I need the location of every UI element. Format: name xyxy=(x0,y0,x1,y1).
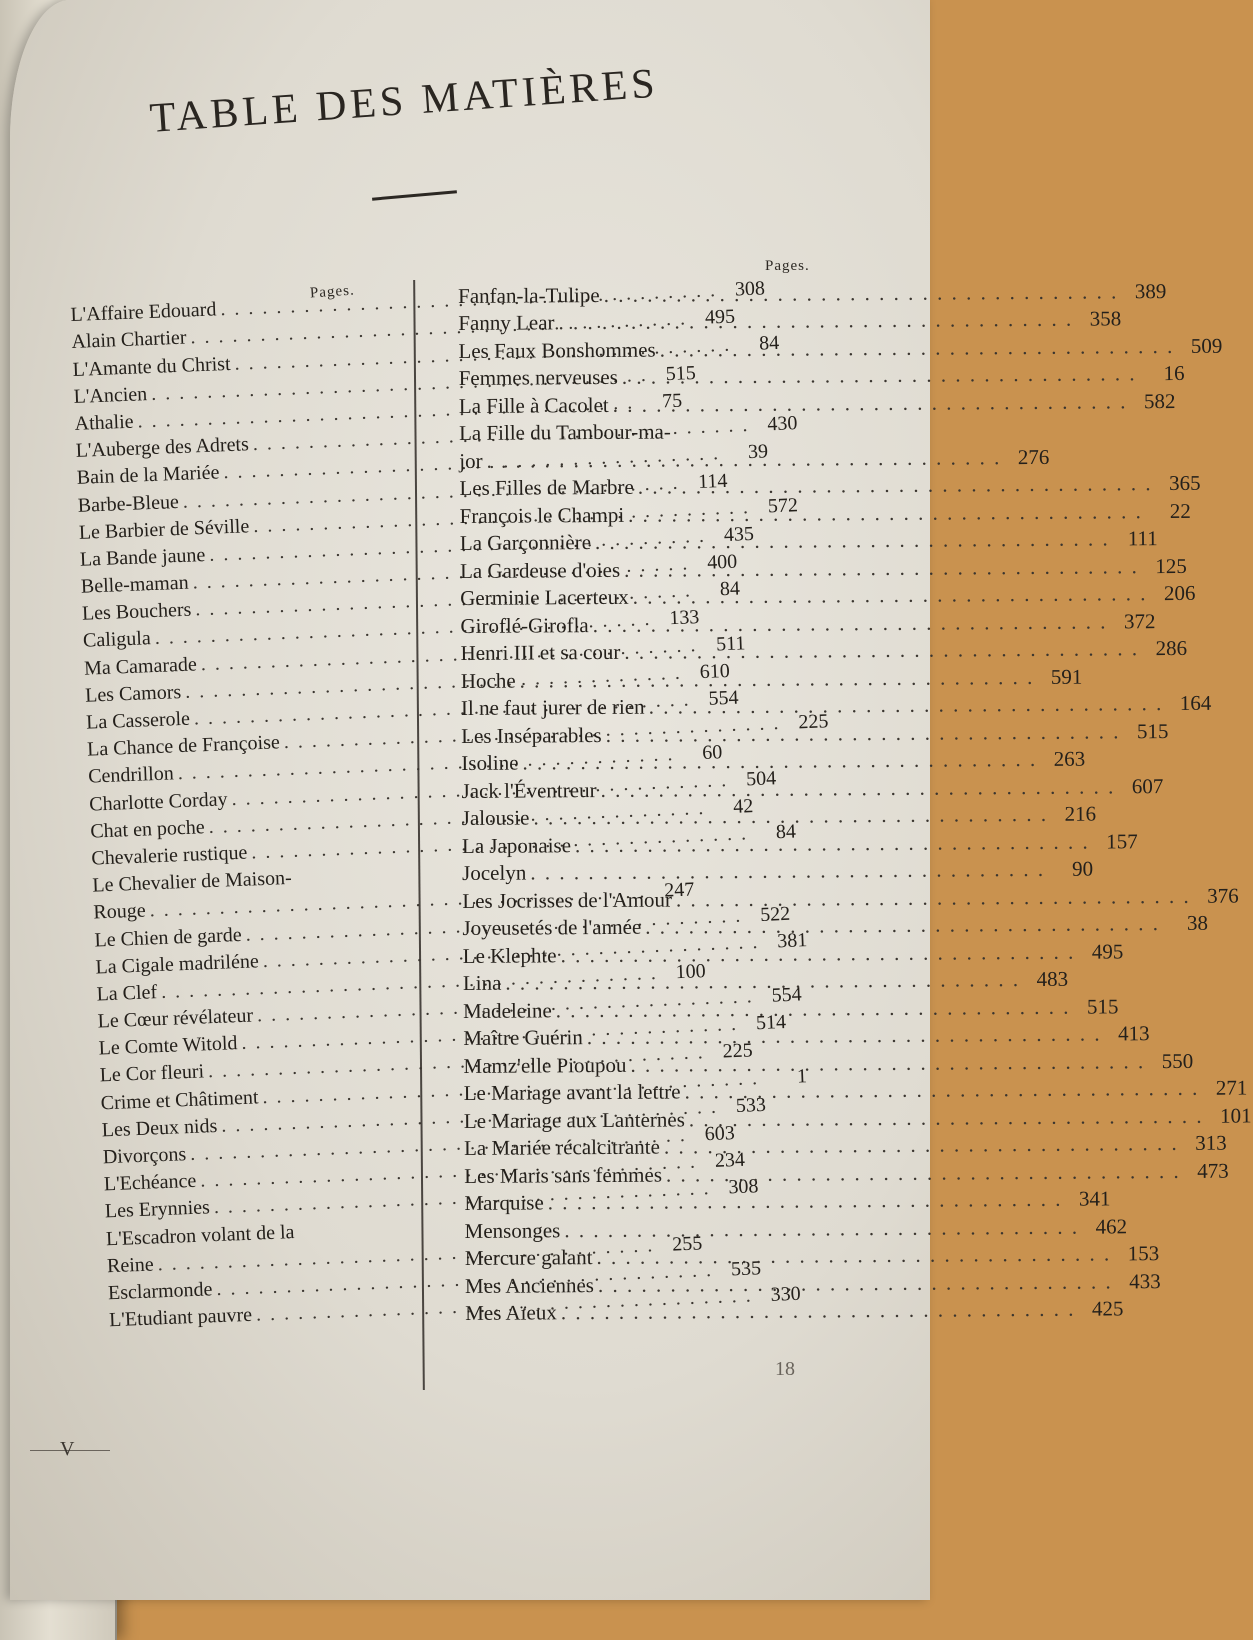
dot-leader xyxy=(505,966,1020,997)
toc-entry-title: Femmes nerveuses xyxy=(459,364,618,392)
toc-entry xyxy=(461,774,846,804)
toc-entry-page: 430 xyxy=(753,410,798,439)
toc-entry-page: 389 xyxy=(1122,278,1166,305)
dot-leader xyxy=(600,773,1115,804)
toc-entry-title: Bain de la Mariée xyxy=(76,460,220,492)
toc-entry-page: 433 xyxy=(1117,1268,1161,1295)
toc-entry-title: Les Maris sans femmes xyxy=(464,1161,662,1189)
dot-leader xyxy=(596,1240,1111,1271)
toc-entry-page: 515 xyxy=(1124,718,1168,745)
toc-entry-title: Le Mariage avant la lettre xyxy=(464,1078,681,1107)
toc-entry-title: Divorçons xyxy=(102,1141,186,1171)
dot-leader xyxy=(638,470,1153,501)
left-column xyxy=(70,289,439,1334)
dot-leader xyxy=(556,993,1071,1024)
toc-entry xyxy=(460,582,845,612)
toc-entry-title: Les Camors xyxy=(85,679,182,710)
toc-entry-page: 495 xyxy=(691,304,736,333)
toc-entry xyxy=(464,1187,849,1217)
toc-entry-title: Les Filles de Marbre xyxy=(459,474,634,502)
toc-entry-title: L'Auberge des Adrets xyxy=(75,431,249,465)
toc-entry xyxy=(465,1242,850,1272)
dot-leader xyxy=(561,1296,1076,1327)
toc-entry-title: Rouge xyxy=(93,898,146,927)
toc-entry-page: 365 xyxy=(1156,470,1200,497)
toc-entry-title: Mercure galant xyxy=(465,1244,593,1272)
toc-entry xyxy=(459,389,844,419)
toc-entry xyxy=(463,994,848,1024)
toc-entry xyxy=(460,554,845,584)
dot-leader xyxy=(666,1157,1181,1188)
toc-entry-title: Crime et Châtiment xyxy=(100,1084,259,1117)
toc-entry-page: 60 xyxy=(678,740,723,769)
toc-entry xyxy=(459,362,844,392)
toc-entry-page: 522 xyxy=(746,900,791,929)
toc-entry-title: La Fille à Cacolet xyxy=(459,391,609,419)
toc-entry-title: Le Klephte xyxy=(463,942,557,970)
toc-entry xyxy=(463,939,848,969)
toc-entry-page: 308 xyxy=(720,276,765,305)
toc-entry xyxy=(464,1159,849,1189)
toc-entry xyxy=(464,1104,849,1134)
toc-entry-page: 308 xyxy=(714,1174,759,1203)
toc-entry-title: La Bande jaune xyxy=(79,542,205,574)
toc-entry-title: Jocelyn xyxy=(462,860,526,887)
toc-entry-page: 535 xyxy=(717,1255,762,1284)
page-number: 18 xyxy=(775,1358,795,1381)
toc-entry-title: L'Amante du Christ xyxy=(72,350,231,383)
toc-entry-title: François le Champi xyxy=(460,501,625,529)
toc-entry-title: La Clef xyxy=(96,979,158,1008)
toc-entry-title: Germinie Lacerteux xyxy=(460,584,629,612)
left-pages-label: Pages. xyxy=(309,282,355,302)
toc-entry-title: Cendrillon xyxy=(88,761,175,791)
toc-entry-page: 462 xyxy=(1083,1213,1127,1240)
toc-entry-page: 425 xyxy=(1079,1295,1123,1322)
toc-entry-title: Reine xyxy=(107,1251,155,1280)
toc-entry-page: 341 xyxy=(1066,1185,1110,1212)
toc-entry-title: Mes Aïeux xyxy=(465,1299,557,1327)
toc-entry-title: Charlotte Corday xyxy=(89,786,228,818)
dot-leader xyxy=(606,718,1121,749)
dot-leader xyxy=(598,1268,1113,1299)
toc-entry xyxy=(458,307,843,337)
toc-entry xyxy=(458,279,843,309)
toc-entry-title: Chat en poche xyxy=(90,814,205,845)
toc-entry-page: 603 xyxy=(690,1120,735,1149)
toc-entry-title: Les Jocrisses de l'Amour xyxy=(462,886,672,914)
toc-entry-title: Madeleine xyxy=(463,997,552,1025)
toc-entry-page: 400 xyxy=(693,549,738,578)
toc-entry xyxy=(459,444,844,474)
toc-entry-title: Barbe-Bleue xyxy=(77,488,179,519)
dot-leader xyxy=(486,444,1001,475)
right-pages-label: Pages. xyxy=(765,258,810,275)
dot-leader xyxy=(593,608,1108,639)
toc-entry-title: Giroflé-Girofla xyxy=(460,612,588,640)
toc-entry-page: 572 xyxy=(753,492,798,521)
toc-entry-page: 515 xyxy=(1074,993,1118,1020)
toc-entry-title: Henri III et sa cour xyxy=(460,639,620,667)
toc-entry-page: 263 xyxy=(1041,746,1085,773)
toc-entry-title: Le Cœur révélateur xyxy=(97,1003,253,1036)
toc-entry xyxy=(462,857,847,887)
dot-leader xyxy=(587,1021,1102,1052)
toc-entry-title: Mensonges xyxy=(465,1217,561,1245)
toc-entry-title: Chevalerie rustique xyxy=(91,840,248,873)
toc-entry-title: Hoche xyxy=(461,667,516,694)
toc-entry xyxy=(461,664,846,694)
dot-leader xyxy=(630,1048,1145,1079)
toc-entry-title: L'Etudiant pauvre xyxy=(109,1302,253,1334)
toc-entry-title: Les Deux nids xyxy=(101,1113,217,1144)
toc-entry-title: Les Faux Bonshommes xyxy=(458,336,655,364)
toc-entry-page: 90 xyxy=(1049,856,1093,883)
toc-entry-page: 330 xyxy=(756,1281,801,1310)
toc-entry-page: 554 xyxy=(757,981,802,1010)
toc-entry-page: 153 xyxy=(1115,1240,1159,1267)
toc-entry-title: Le Chien de garde xyxy=(94,921,242,954)
toc-entry-page: 376 xyxy=(1195,882,1239,909)
toc-entry-page: 38 xyxy=(1164,910,1208,937)
toc-entry-page: 495 xyxy=(1079,938,1123,965)
dot-leader xyxy=(649,690,1164,721)
toc-entry xyxy=(464,1132,849,1162)
toc-entry xyxy=(462,912,847,942)
toc-entry xyxy=(461,692,846,722)
toc-entry-page: 84 xyxy=(751,818,796,847)
toc-entry-page: 157 xyxy=(1094,828,1138,855)
dot-leader xyxy=(624,553,1139,584)
toc-entry-title: Alain Chartier xyxy=(71,325,187,356)
toc-entry-page: 225 xyxy=(708,1038,753,1067)
toc-entry-title: Il ne faut jurer de rien xyxy=(461,694,645,722)
toc-entry-title: Fanfan-la-Tulipe xyxy=(458,282,600,310)
toc-entry-page: 591 xyxy=(1038,663,1082,690)
toc-entry-page: 101 xyxy=(1207,1102,1251,1129)
toc-entry-page: 607 xyxy=(1119,773,1163,800)
toc-entry-page: 39 xyxy=(724,439,769,468)
dot-leader xyxy=(595,525,1110,556)
dot-leader xyxy=(684,1075,1199,1106)
toc-entry-page: 313 xyxy=(1183,1130,1227,1157)
toc-entry-title: Le Comte Witold xyxy=(98,1030,238,1062)
dot-leader xyxy=(558,306,1073,337)
toc-entry-page: 533 xyxy=(721,1092,766,1121)
toc-entry xyxy=(460,499,845,529)
toc-entry xyxy=(465,1214,850,1244)
toc-entry xyxy=(462,802,847,832)
toc-entry-page: 206 xyxy=(1151,580,1195,607)
toc-entry-title: Caligula xyxy=(83,626,152,656)
toc-entry-title: Jack l'Éventreur xyxy=(461,777,596,805)
toc-entry-page: 550 xyxy=(1149,1047,1193,1074)
toc-entry-page: 372 xyxy=(1111,608,1155,635)
toc-entry-page: 413 xyxy=(1105,1020,1149,1047)
toc-entry xyxy=(465,1269,850,1299)
toc-entry-title: Le Mariage aux Lanternes xyxy=(464,1106,685,1135)
toc-entry xyxy=(463,967,848,997)
dot-leader xyxy=(660,333,1175,364)
toc-entry-title: La Garçonnière xyxy=(460,529,591,557)
toc-entry-title: L'Affaire Edouard xyxy=(70,297,217,330)
toc-entry-title: L'Escadron volant de la xyxy=(105,1219,294,1253)
toc-entry-page: 1 xyxy=(763,1063,808,1092)
toc-entry xyxy=(459,417,844,447)
toc-entry xyxy=(461,747,846,777)
dot-leader xyxy=(622,360,1137,391)
right-column xyxy=(458,279,850,1327)
toc-entry-title: Les Bouchers xyxy=(81,597,191,628)
toc-entry-page: 75 xyxy=(638,388,683,417)
toc-entry-page: 22 xyxy=(1147,497,1191,524)
toc-entry-page: 511 xyxy=(701,630,746,659)
toc-entry xyxy=(460,609,845,639)
toc-entry-page: 133 xyxy=(655,605,700,634)
toc-entry-page: 164 xyxy=(1167,690,1211,717)
toc-entry-page: 610 xyxy=(685,658,730,687)
toc-entry-title: L'Ancien xyxy=(73,381,148,411)
toc-entry-page: 381 xyxy=(763,927,808,956)
toc-entry-title: Marquise xyxy=(464,1189,544,1217)
toc-entry-title: Jalousie xyxy=(462,805,530,832)
toc-entry-title: Le Chevalier de Maison- xyxy=(92,865,292,900)
toc-entry-title: Fanny Lear xyxy=(458,309,554,337)
toc-entry-page: 84 xyxy=(735,329,780,358)
toc-entry xyxy=(465,1297,850,1327)
dot-leader xyxy=(548,1186,1063,1217)
toc-entry-page: 473 xyxy=(1185,1157,1229,1184)
toc-entry-title: jor xyxy=(459,447,483,474)
toc-entry-page: 435 xyxy=(709,521,754,550)
toc-entry-title: Les Inséparables xyxy=(461,722,602,750)
toc-entry-title: Athalie xyxy=(74,409,134,438)
footer-mark: V xyxy=(60,1438,74,1461)
toc-entry xyxy=(458,334,843,364)
toc-entry-page: 111 xyxy=(1114,525,1158,552)
toc-entry-title: Maître Guérin xyxy=(463,1024,583,1052)
toc-entry-title: Lina xyxy=(463,970,502,997)
dot-leader xyxy=(689,1102,1204,1133)
dot-leader xyxy=(530,856,1045,887)
toc-entry xyxy=(463,1022,848,1052)
toc-entry-title: Isoline xyxy=(461,750,518,777)
toc-entry-title: La Japonaise xyxy=(462,832,571,860)
dot-leader xyxy=(633,580,1148,611)
toc-entry xyxy=(463,1049,848,1079)
toc-entry xyxy=(460,637,845,667)
toc-entry xyxy=(464,1077,849,1107)
toc-entry-page: 554 xyxy=(694,685,739,714)
dot-leader xyxy=(522,746,1037,777)
toc-entry-page: 234 xyxy=(700,1147,745,1176)
toc-entry-page: 255 xyxy=(658,1230,703,1259)
toc-entry-title: La Casserole xyxy=(86,706,191,737)
toc-entry-title: Le Cor fleuri xyxy=(99,1059,204,1090)
dot-leader xyxy=(645,910,1160,941)
toc-entry xyxy=(462,829,847,859)
toc-entry xyxy=(461,719,846,749)
dot-leader xyxy=(676,882,1191,913)
toc-entry-page: 42 xyxy=(709,793,754,822)
toc-entry-title: L'Echéance xyxy=(103,1168,196,1199)
toc-entry-title: Les Erynnies xyxy=(104,1195,210,1226)
toc-entry-page: 358 xyxy=(1077,305,1121,332)
dot-leader xyxy=(624,635,1139,666)
toc-entry-page: 483 xyxy=(1024,966,1068,993)
toc-entry-page: 114 xyxy=(683,467,728,496)
dot-leader xyxy=(604,278,1119,309)
dot-leader xyxy=(533,801,1048,832)
toc-entry xyxy=(462,884,847,914)
dot-leader xyxy=(560,938,1075,969)
toc-entry-page: 271 xyxy=(1203,1075,1247,1102)
dot-leader xyxy=(575,828,1090,859)
toc-entry-title: Mes Anciennes xyxy=(465,1272,594,1300)
toc-entry-page: 216 xyxy=(1052,801,1096,828)
dot-leader xyxy=(520,663,1035,694)
toc-entry-title: La Cigale madriléne xyxy=(95,948,259,981)
toc-entry-title: Le Barbier de Séville xyxy=(78,513,249,547)
toc-entry-page: 582 xyxy=(1131,387,1175,414)
dot-leader xyxy=(664,1130,1179,1161)
toc-entry xyxy=(459,472,844,502)
toc-entry-title: Esclarmonde xyxy=(108,1276,213,1307)
toc-entry-title: Mamz'elle Pioupou xyxy=(463,1051,626,1079)
toc-entry-page: 504 xyxy=(732,765,777,794)
toc-entry xyxy=(460,527,845,557)
dot-leader xyxy=(628,498,1143,529)
toc-entry-page: 16 xyxy=(1141,360,1185,387)
toc-entry-page: 509 xyxy=(1178,332,1222,359)
toc-entry-page: 84 xyxy=(695,576,740,605)
toc-entry-page: 125 xyxy=(1143,552,1187,579)
toc-entry-title: La Mariée récalcitrante xyxy=(464,1134,660,1162)
dot-leader xyxy=(613,388,1128,419)
toc-entry-page: 225 xyxy=(784,708,829,737)
toc-entry-title: Joyeusetés de l'année xyxy=(462,914,641,942)
toc-entry-page: 515 xyxy=(651,360,696,389)
toc-entry-title: Ma Camarade xyxy=(84,651,198,682)
page-title: TABLE DES MATIÈRES xyxy=(148,55,730,143)
toc-entry-page: 100 xyxy=(661,958,706,987)
toc-entry-page: 247 xyxy=(650,877,695,906)
toc-entry-title: La Chance de Françoise xyxy=(87,729,281,763)
toc-entry-page: 286 xyxy=(1143,635,1187,662)
toc-entry-title: La Gardeuse d'oies xyxy=(460,556,620,584)
toc-entry-page: 276 xyxy=(1005,443,1049,470)
dot-leader xyxy=(564,1213,1079,1244)
toc-entry-page: 514 xyxy=(742,1009,787,1038)
toc-entry-title: Belle-maman xyxy=(80,570,189,601)
toc-entry-title: La Fille du Tambour-ma- xyxy=(459,419,671,447)
